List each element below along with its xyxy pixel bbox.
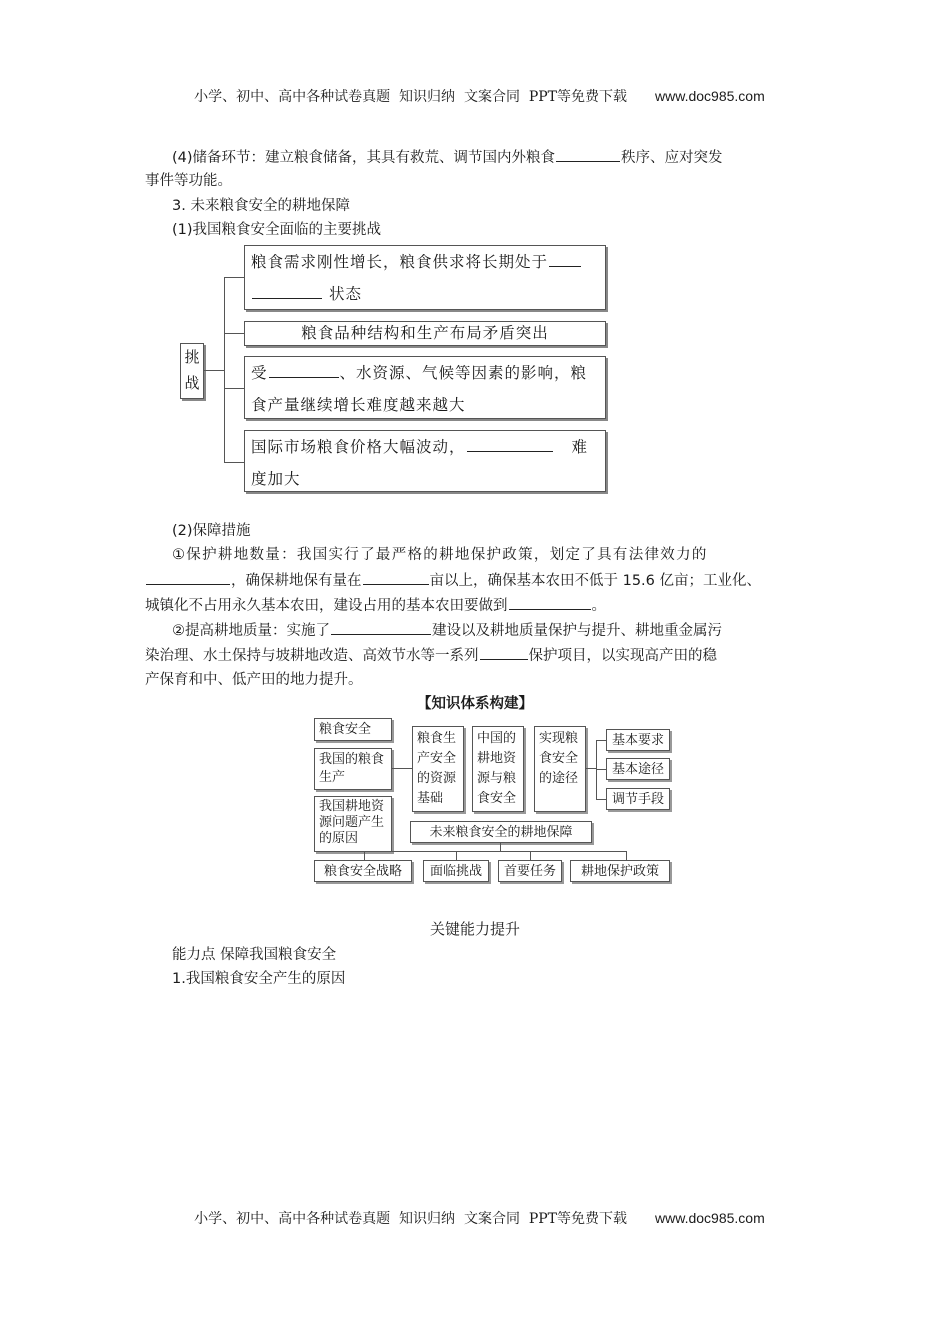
mindmap-middle-2: 中国的耕地资源与粮食安全: [472, 726, 524, 812]
connector: [596, 740, 597, 800]
challenge-label-bottom: 战: [184, 374, 200, 392]
connector: [456, 851, 457, 860]
challenge-item-4: [244, 430, 606, 492]
challenge-item4-a: 国际市场粮食价格大幅波动，: [251, 438, 466, 456]
blank: [467, 437, 553, 452]
blank: [146, 570, 230, 585]
blank: [363, 570, 429, 585]
connector: [204, 370, 224, 371]
measure2-line1-a: ②提高耕地质量：实施了: [172, 623, 330, 639]
challenge-item-2: 粮食品种结构和生产布局矛盾突出: [244, 321, 606, 346]
page-header: [0, 70, 950, 106]
challenge-item1-text: 粮食需求刚性增长，粮食供求将长期处于: [251, 253, 549, 271]
measure2-line2-b: 保护项目，以实现高产田的稳: [528, 648, 717, 664]
blank: [556, 147, 620, 162]
measure2-line2: [145, 645, 717, 666]
mindmap-bottom-3: 首要任务: [498, 860, 562, 882]
connector: [392, 768, 412, 769]
challenge-label-top: 挑: [184, 348, 200, 366]
measure1-line1: ①保护耕地数量：我国实行了最严格的耕地保护政策，划定了具有法律效力的: [172, 547, 708, 563]
mindmap-middle-3: 实现粮食安全的途径: [534, 726, 586, 812]
challenge-item4-c: 度加大: [251, 470, 301, 488]
blank: [269, 363, 339, 378]
challenge-item4-b: 难: [571, 438, 589, 456]
measure2-line1: [172, 620, 722, 641]
mindmap-left-1: 粮食安全: [314, 718, 392, 741]
mindmap-right-3: 调节手段: [606, 788, 670, 810]
section4-line2: 事件等功能。: [145, 173, 232, 189]
section3-title: 3. 未来粮食安全的耕地保障: [172, 198, 350, 214]
mindmap-future: 未来粮食安全的耕地保障: [410, 821, 592, 843]
connector: [224, 277, 244, 278]
ability-item-1: 1.我国粮食安全产生的原因: [172, 971, 346, 987]
connector: [596, 799, 606, 800]
section4-text-a: (4)储备环节：建立粮食储备，其具有救荒、调节国内外粮食: [172, 150, 556, 166]
page-footer: [0, 1192, 950, 1228]
challenge-item3-a: 受: [251, 364, 268, 382]
measure1-line2-a: ，确保耕地保有量在: [231, 573, 362, 589]
mindmap-title: 【知识体系构建】: [417, 696, 533, 712]
ability-title: 关键能力提升: [429, 920, 520, 938]
measure2-line2-a: 染治理、水土保持与坡耕地改造、高效节水等一系列: [145, 648, 479, 664]
blank: [509, 595, 591, 610]
connector: [530, 851, 531, 860]
measure2-line3: 产保育和中、低产田的地力提升。: [145, 672, 363, 688]
mindmap-right-1: 基本要求: [606, 729, 670, 751]
mindmap-bottom-2: 面临挑战: [423, 860, 489, 882]
blank: [480, 645, 528, 660]
challenge-label: [180, 343, 204, 399]
measure1-line2-b: 亩以上，确保基本农田不低于 15.6 亿亩；工业化、: [429, 573, 762, 589]
footer-text: 小学、初中、高中各种试卷真题 知识归纳 文案合同 PPT等免费下载: [194, 1211, 628, 1227]
measure1-line3-a: 城镇化不占用永久基本农田，建设占用的基本农田要做到: [145, 598, 508, 614]
connector: [364, 851, 365, 860]
sub1-title: (1)我国粮食安全面临的主要挑战: [172, 222, 382, 238]
section4-text-b: 秩序、应对突发: [621, 150, 723, 166]
connector: [224, 333, 244, 334]
challenge-item-1: [244, 245, 606, 310]
challenge-item-3: [244, 356, 606, 419]
mindmap-middle-1: 粮食生产安全的资源基础: [412, 726, 464, 812]
blank: [252, 284, 322, 299]
connector: [586, 768, 596, 769]
footer-url[interactable]: www.doc985.com: [655, 1210, 765, 1226]
challenge-item3-b: 、水资源、气候等因素的影响，粮: [339, 364, 588, 382]
connector: [224, 462, 244, 463]
connector: [626, 851, 627, 860]
challenge-item3-c: 食产量继续增长难度越来越大: [251, 396, 466, 414]
section4-line1: [172, 147, 723, 168]
header-text: 小学、初中、高中各种试卷真题 知识归纳 文案合同 PPT等免费下载: [194, 89, 628, 105]
connector: [500, 843, 501, 851]
header-url[interactable]: www.doc985.com: [655, 88, 765, 104]
mindmap-left-2: 我国的粮食生产: [314, 748, 392, 790]
connector: [364, 851, 626, 852]
measure1-line3-b: 。: [591, 598, 606, 614]
connector: [224, 388, 244, 389]
measure1-line3: [145, 595, 606, 616]
blank: [549, 252, 581, 267]
ability-point: 能力点 保障我国粮食安全: [172, 947, 337, 963]
blank: [331, 620, 431, 635]
connector: [596, 769, 606, 770]
challenge-item1-suffix: 状态: [328, 285, 362, 303]
measure2-line1-b: 建设以及耕地质量保护与提升、耕地重金属污: [432, 623, 722, 639]
connector: [596, 740, 606, 741]
mindmap-left-3: 我国耕地资源问题产生的原因: [314, 796, 392, 852]
sub2-title: (2)保障措施: [172, 523, 251, 539]
mindmap-bottom-1: 粮食安全战略: [314, 860, 412, 882]
connector: [224, 277, 225, 462]
measure1-line2: [145, 570, 761, 591]
mindmap-right-2: 基本途径: [606, 758, 670, 780]
mindmap-bottom-4: 耕地保护政策: [570, 860, 670, 882]
